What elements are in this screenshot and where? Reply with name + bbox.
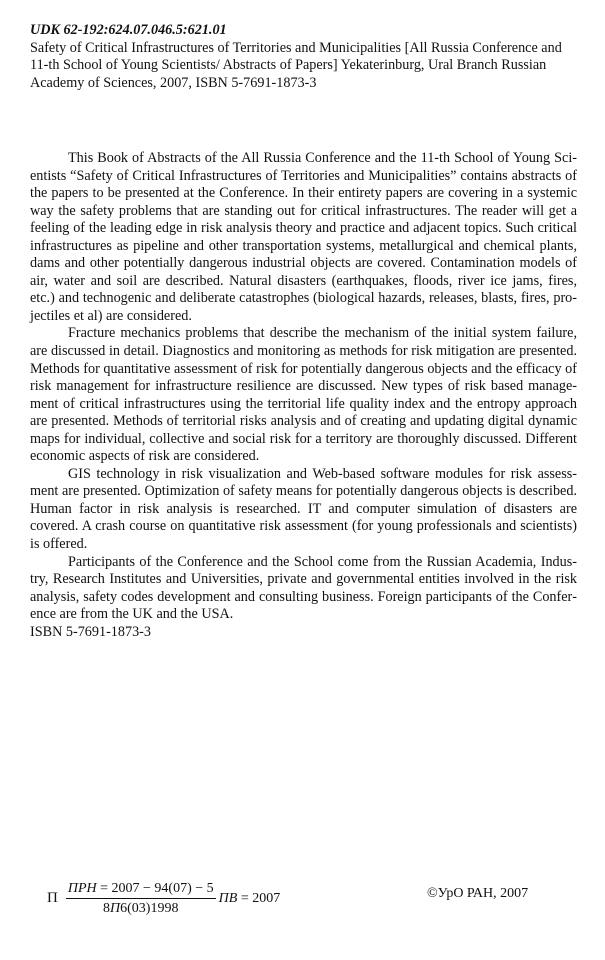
bibliographic-header: [30, 22, 577, 92]
catalog-formula: [47, 880, 280, 917]
abstract-body: [30, 150, 577, 641]
formula-suffix-label: ПВ: [218, 890, 238, 906]
citation-line-1: Safety of Critical Infrastructures of Territories and Municipalities [All Russia Conference and: [30, 39, 562, 56]
citation-line-2: 11-th School of Young Scientists/ Abstracts of Papers] Yekaterinburg, Ural Branch Russian: [30, 57, 547, 74]
imprint-footer: [0, 880, 605, 930]
formula-numerator-value: = 2007 − 94(07) − 5: [96, 881, 214, 896]
abstract-paragraph-3: GIS technology in risk visualization and Web-based software modules for risk assessment are presented. Optimization of safety means for potentially dangerous objects is described. Human factor in risk analysis is researched. IT and computer simulation of disasters are covered. A crash course on quantitative risk assessment (for young professionals and scientists) is offered.: [30, 465, 577, 553]
copyright-notice: ©УрО РАН, 2007: [427, 886, 529, 901]
abstract-paragraph-2: Fracture mechanics problems that describe the mechanism of the initial system failure, are discussed in detail. Diagnostics and monitoring as methods for risk mitigation are presented. Methods for quantitative assessment of risk for potentially dangerous objects and the efficacy of risk management for infrastructure resilience are discussed. New types of risk based management of critical infrastructures using the territorial life quality index and the entropy approach are presented. Methods of territorial risks analysis and of creating and updating digital dynamic maps for individual, collective and social risk for a territory are thoroughly discussed. Different economic aspects of risk are considered.: [30, 325, 577, 465]
formula-fraction: [66, 880, 216, 917]
abstract-paragraph-4: Participants of the Conference and the School come from the Russian Academia, Industry, Research Institutes and Universities, private and governmental entities involved in the risk analysis, safety codes development and consulting business. Foreign participants of the Conference are from the UK and the USA.: [30, 553, 577, 623]
formula-suffix: [219, 891, 281, 907]
formula-denominator: [103, 899, 178, 917]
formula-prefix: П: [47, 890, 58, 906]
abstract-paragraph-1: This Book of Abstracts of the All Russia Conference and the 11-th School of Young Scientists “Safety of Critical Infrastructures of Territories and Municipalities” contains abstracts of the papers to be presented at the Conference. In their entirety papers are covering in a systemic way the safety problems that are standing out for critical infrastructures. The reader will get a feeling of the leading edge in risk analysis theory and practice and adjacent topics. Such critical infrastructures as pipeline and other transportation systems, metallurgical and chemical plants, dams and other potentially dangerous industrial objects are covered. Contamination models of air, water and soil are described. Natural disasters (earthquakes, floods, river ice jams, fires, etc.) and technogenic and deliberate catastrophes (biological hazards, releases, blasts, fires, projectiles et al) are considered.: [30, 150, 577, 324]
formula-denominator-c: 6(03)1998: [120, 901, 179, 916]
udk-code: UDK 62-192:624.07.046.5:621.01: [30, 22, 227, 38]
formula-numerator: [66, 880, 216, 899]
formula-suffix-value: = 2007: [237, 890, 281, 906]
isbn-line: ISBN 5-7691-1873-3: [30, 623, 151, 640]
formula-denominator-a: 8: [103, 901, 111, 916]
formula-numerator-label: ПРН: [67, 881, 97, 896]
citation-line-3: Academy of Sciences, 2007, ISBN 5-7691-1873-3: [30, 74, 317, 91]
formula-denominator-b: П: [110, 901, 121, 916]
